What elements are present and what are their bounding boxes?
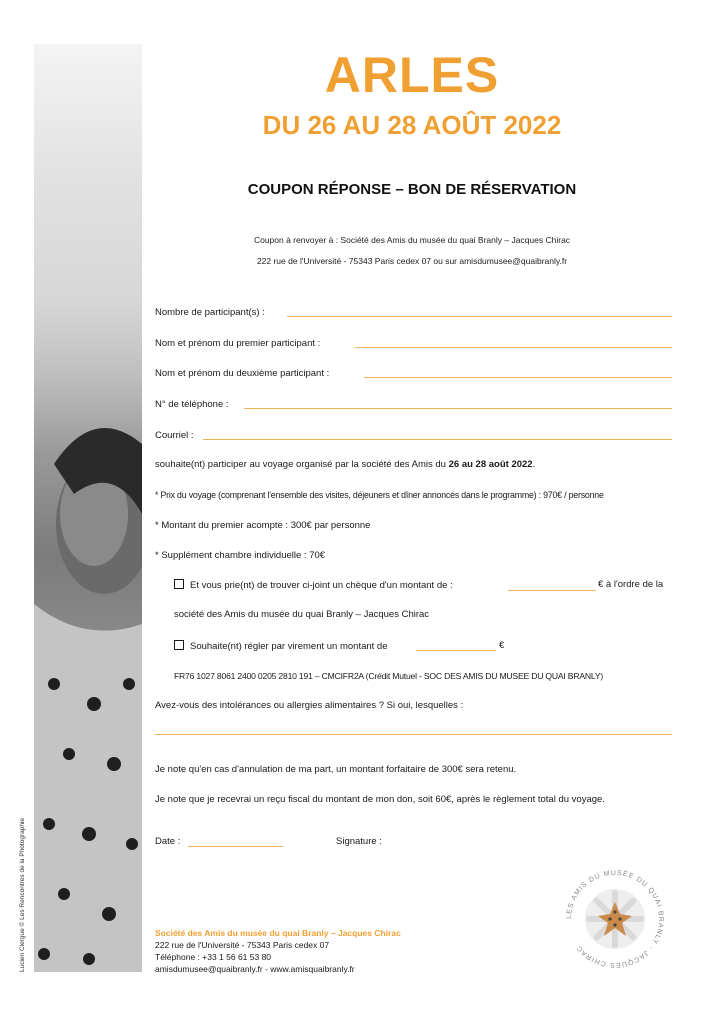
transfer-amount-field[interactable] bbox=[416, 650, 496, 651]
single-room-line: * Supplément chambre individuelle : 70€ bbox=[155, 550, 326, 561]
logo-text: LES AMIS DU MUSÉE DU QUAI BRANLY - JACQUES CHIRAC bbox=[565, 869, 665, 969]
cancellation-note: Je note qu'en cas d'annulation de ma part, un montant forfaitaire de 300€ sera retenu. bbox=[155, 764, 517, 775]
page-title: ARLES bbox=[324, 47, 500, 103]
send-to-line-1: Coupon à renvoyer à : Société des Amis du musée du quai Branly – Jacques Chirac bbox=[253, 235, 571, 245]
cheque-order-text: € à l'ordre de la bbox=[598, 579, 664, 590]
price-line: * Prix du voyage (comprenant l'ensemble des visites, déjeuners et dîner annoncés dans le programme) : 970€ / personne bbox=[155, 490, 604, 500]
form-heading: COUPON RÉPONSE – BON DE RÉSERVATION bbox=[247, 181, 577, 198]
photo-illustration bbox=[34, 44, 142, 972]
second-participant-field[interactable] bbox=[364, 377, 672, 378]
cheque-checkbox[interactable] bbox=[174, 579, 184, 589]
participants-label: Nombre de participant(s) : bbox=[155, 307, 265, 318]
footer-org: Société des Amis du musée du quai Branly – Jacques Chirac bbox=[155, 928, 401, 938]
transfer-currency: € bbox=[499, 640, 505, 651]
date-field[interactable] bbox=[188, 846, 283, 847]
receipt-note: Je note que je recevrai un reçu fiscal du montant de mon don, soit 60€, après le règlement total du voyage. bbox=[155, 794, 605, 805]
phone-field[interactable] bbox=[244, 408, 672, 409]
transfer-option bbox=[174, 640, 388, 652]
email-field[interactable] bbox=[203, 439, 672, 440]
cheque-option bbox=[174, 579, 453, 591]
cheque-payee: société des Amis du musée du quai Branly – Jacques Chirac bbox=[174, 609, 430, 620]
cheque-amount-field[interactable] bbox=[508, 590, 596, 591]
email-label: Courriel : bbox=[155, 430, 194, 441]
footer-web[interactable]: amisdumusee@quaibranly.fr - www.amisquaibranly.fr bbox=[155, 964, 355, 974]
allergies-label: Avez-vous des intolérances ou allergies alimentaires ? Si oui, lesquelles : bbox=[155, 700, 464, 711]
deposit-line: * Montant du premier acompte : 300€ par personne bbox=[155, 520, 371, 531]
transfer-text: Souhaite(nt) régler par virement un montant de bbox=[190, 641, 388, 652]
second-participant-label: Nom et prénom du deuxième participant : bbox=[155, 368, 330, 379]
cheque-text: Et vous prie(nt) de trouver ci-joint un chèque d'un montant de : bbox=[190, 580, 453, 591]
event-dates: DU 26 AU 28 AOÛT 2022 bbox=[262, 110, 562, 140]
send-to-line-2: 222 rue de l'Université - 75343 Paris cedex 07 ou sur amisdumusee@quaibranly.fr bbox=[256, 256, 568, 266]
wish-dates: 26 au 28 août 2022 bbox=[448, 459, 533, 470]
date-label: Date : bbox=[155, 836, 181, 847]
first-participant-label: Nom et prénom du premier participant : bbox=[155, 338, 321, 349]
footer-address: 222 rue de l'Université - 75343 Paris cedex 07 bbox=[155, 940, 330, 950]
wish-text: souhaite(nt) participer au voyage organisé par la société des Amis du bbox=[155, 459, 449, 470]
participants-field[interactable] bbox=[287, 316, 672, 317]
wish-end: . bbox=[532, 459, 536, 470]
allergies-field[interactable] bbox=[155, 734, 672, 735]
footer-phone: Téléphone : +33 1 56 61 53 80 bbox=[155, 952, 272, 962]
iban-line: FR76 1027 8061 2400 0205 2810 191 – CMCIFR2A (Crédit Mutuel - SOC DES AMIS DU MUSEE DU QUAI BRANLY) bbox=[174, 671, 604, 681]
transfer-checkbox[interactable] bbox=[174, 640, 184, 650]
signature-label: Signature : bbox=[336, 836, 382, 847]
footer bbox=[155, 927, 401, 975]
phone-label: N° de téléphone : bbox=[155, 399, 229, 410]
photo-credit: Lucien Clergue © Les Rencontres de la Photographie bbox=[19, 817, 26, 972]
amis-musee-logo bbox=[560, 864, 670, 974]
cover-photo bbox=[34, 44, 142, 972]
wish-sentence bbox=[155, 459, 535, 470]
first-participant-field[interactable] bbox=[355, 347, 672, 348]
